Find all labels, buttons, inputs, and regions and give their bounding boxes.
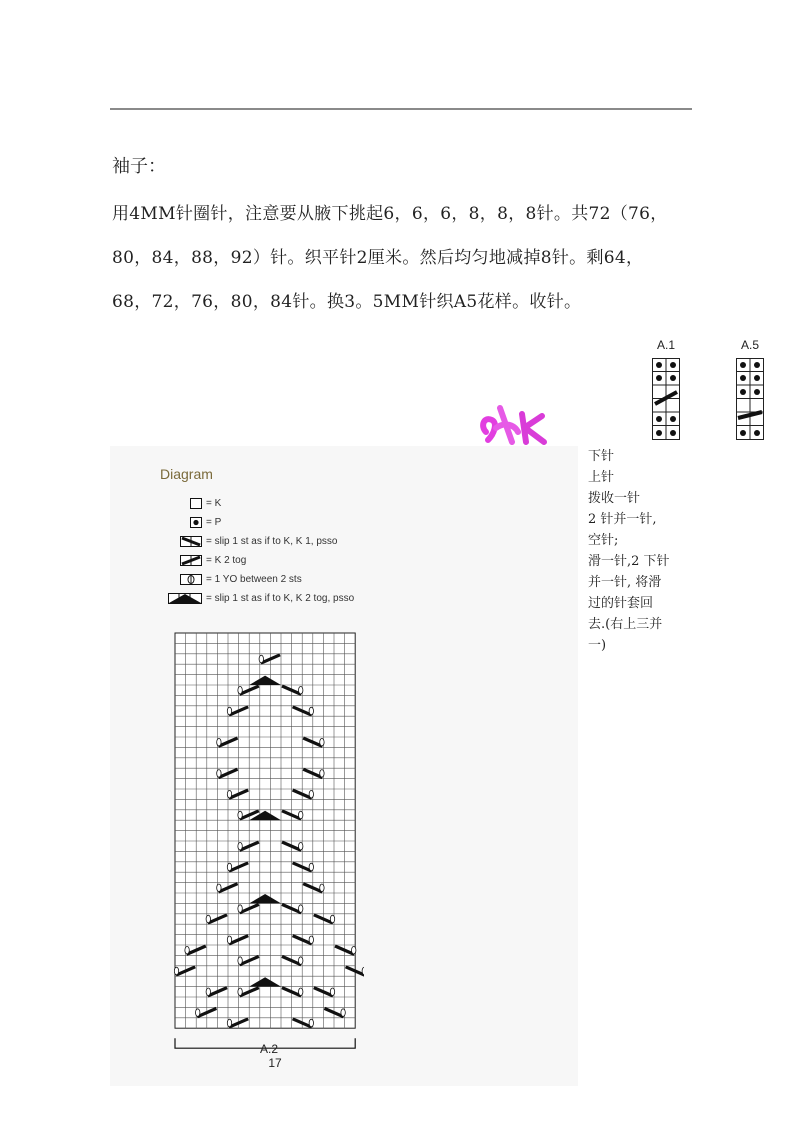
yarn-over-mark bbox=[238, 905, 242, 913]
note-line: 下针 bbox=[588, 449, 615, 464]
yarn-over-mark bbox=[238, 988, 242, 996]
yarn-over-mark bbox=[238, 811, 242, 819]
legend-item bbox=[166, 532, 354, 551]
yarn-over-mark bbox=[259, 655, 263, 663]
mini-chart-a5 bbox=[736, 338, 764, 440]
yarn-over-icon bbox=[166, 574, 202, 585]
yarn-over-mark bbox=[299, 811, 303, 819]
sk2p-icon bbox=[166, 593, 202, 604]
yarn-over-mark bbox=[362, 967, 364, 975]
yarn-over-mark bbox=[309, 1019, 313, 1027]
purl-dot-icon bbox=[166, 517, 202, 528]
legend-item bbox=[166, 551, 354, 570]
yarn-over-mark bbox=[238, 686, 242, 694]
a2-chart-svg bbox=[174, 632, 364, 1072]
legend-text: = K bbox=[206, 498, 222, 509]
yarn-over-mark bbox=[227, 936, 231, 944]
diagram-title: Diagram bbox=[160, 466, 213, 482]
a2-stitch-chart bbox=[174, 632, 364, 1076]
yarn-over-mark bbox=[299, 957, 303, 965]
legend-item bbox=[166, 589, 354, 608]
yarn-over-mark bbox=[320, 884, 324, 892]
horizontal-rule bbox=[110, 108, 692, 110]
yarn-over-mark bbox=[320, 770, 324, 778]
mini-chart-label: A.5 bbox=[740, 338, 759, 352]
yarn-over-mark bbox=[299, 988, 303, 996]
yarn-over-mark bbox=[185, 946, 189, 954]
yarn-over-mark bbox=[309, 936, 313, 944]
paragraph-line: 用4MM针圈针，注意要从腋下挑起6，6，6，8，8，8针。共72（76， bbox=[112, 204, 668, 224]
note-line: 上针 bbox=[588, 470, 615, 485]
yarn-over-mark bbox=[299, 842, 303, 850]
legend-item bbox=[166, 513, 354, 532]
legend-item bbox=[166, 494, 354, 513]
mini-chart-a1-grid bbox=[652, 358, 680, 440]
k2tog-icon bbox=[166, 555, 202, 566]
legend-text: = P bbox=[206, 517, 222, 528]
legend-item bbox=[166, 570, 354, 589]
section-heading: 袖子： bbox=[112, 156, 166, 177]
chart-stitch-count: 17 bbox=[268, 1056, 282, 1070]
mini-chart-a5-grid bbox=[736, 358, 764, 440]
note-line: 一) bbox=[588, 638, 607, 653]
watermark-logo-icon bbox=[478, 398, 550, 448]
yarn-over-mark bbox=[238, 842, 242, 850]
diagram-legend bbox=[166, 494, 354, 608]
yarn-over-mark bbox=[320, 738, 324, 746]
note-line: 去.(右上三并 bbox=[588, 617, 663, 632]
legend-text: = slip 1 st as if to K, K 1, psso bbox=[206, 536, 338, 547]
yarn-over-mark bbox=[330, 988, 334, 996]
yarn-over-mark bbox=[217, 738, 221, 746]
yarn-over-mark bbox=[217, 770, 221, 778]
instruction-paragraph bbox=[112, 192, 712, 324]
slip-knit-psso-icon bbox=[166, 536, 202, 547]
yarn-over-mark bbox=[309, 863, 313, 871]
legend-text: = K 2 tog bbox=[206, 555, 247, 566]
note-line: 空针; bbox=[588, 533, 619, 548]
legend-text: = 1 YO between 2 sts bbox=[206, 574, 302, 585]
yarn-over-mark bbox=[309, 707, 313, 715]
yarn-over-mark bbox=[309, 790, 313, 798]
legend-text: = slip 1 st as if to K, K 2 tog, psso bbox=[206, 593, 355, 604]
yarn-over-mark bbox=[227, 707, 231, 715]
knit-square-icon bbox=[166, 498, 202, 509]
yarn-over-mark bbox=[330, 915, 334, 923]
note-line: 拨收一针 bbox=[588, 491, 641, 506]
yarn-over-mark bbox=[238, 957, 242, 965]
yarn-over-mark bbox=[227, 790, 231, 798]
yarn-over-mark bbox=[206, 988, 210, 996]
yarn-over-mark bbox=[217, 884, 221, 892]
note-line: 过的针套回 bbox=[588, 596, 654, 611]
note-line: 滑一针,2 下针 bbox=[588, 554, 670, 569]
yarn-over-mark bbox=[352, 946, 356, 954]
yarn-over-mark bbox=[299, 686, 303, 694]
note-line: 2 针并一针, bbox=[588, 512, 657, 527]
yarn-over-mark bbox=[206, 915, 210, 923]
note-line: 并一针, 将滑 bbox=[588, 575, 662, 590]
symbol-notes bbox=[588, 446, 670, 656]
paragraph-line: 68，72，76，80，84针。换3。5MM针织A5花样。收针。 bbox=[112, 292, 582, 312]
yarn-over-mark bbox=[227, 1019, 231, 1027]
chart-label-a2: A.2 bbox=[259, 1042, 278, 1056]
yarn-over-mark bbox=[174, 967, 178, 975]
paragraph-line: 80，84，88，92）针。织平针2厘米。然后均匀地减掉8针。剩64， bbox=[112, 248, 644, 268]
yarn-over-mark bbox=[227, 863, 231, 871]
mini-chart-a1 bbox=[652, 338, 680, 440]
yarn-over-mark bbox=[341, 1009, 345, 1017]
mini-chart-label: A.1 bbox=[656, 338, 675, 352]
yarn-over-mark bbox=[299, 905, 303, 913]
yarn-over-mark bbox=[196, 1009, 200, 1017]
